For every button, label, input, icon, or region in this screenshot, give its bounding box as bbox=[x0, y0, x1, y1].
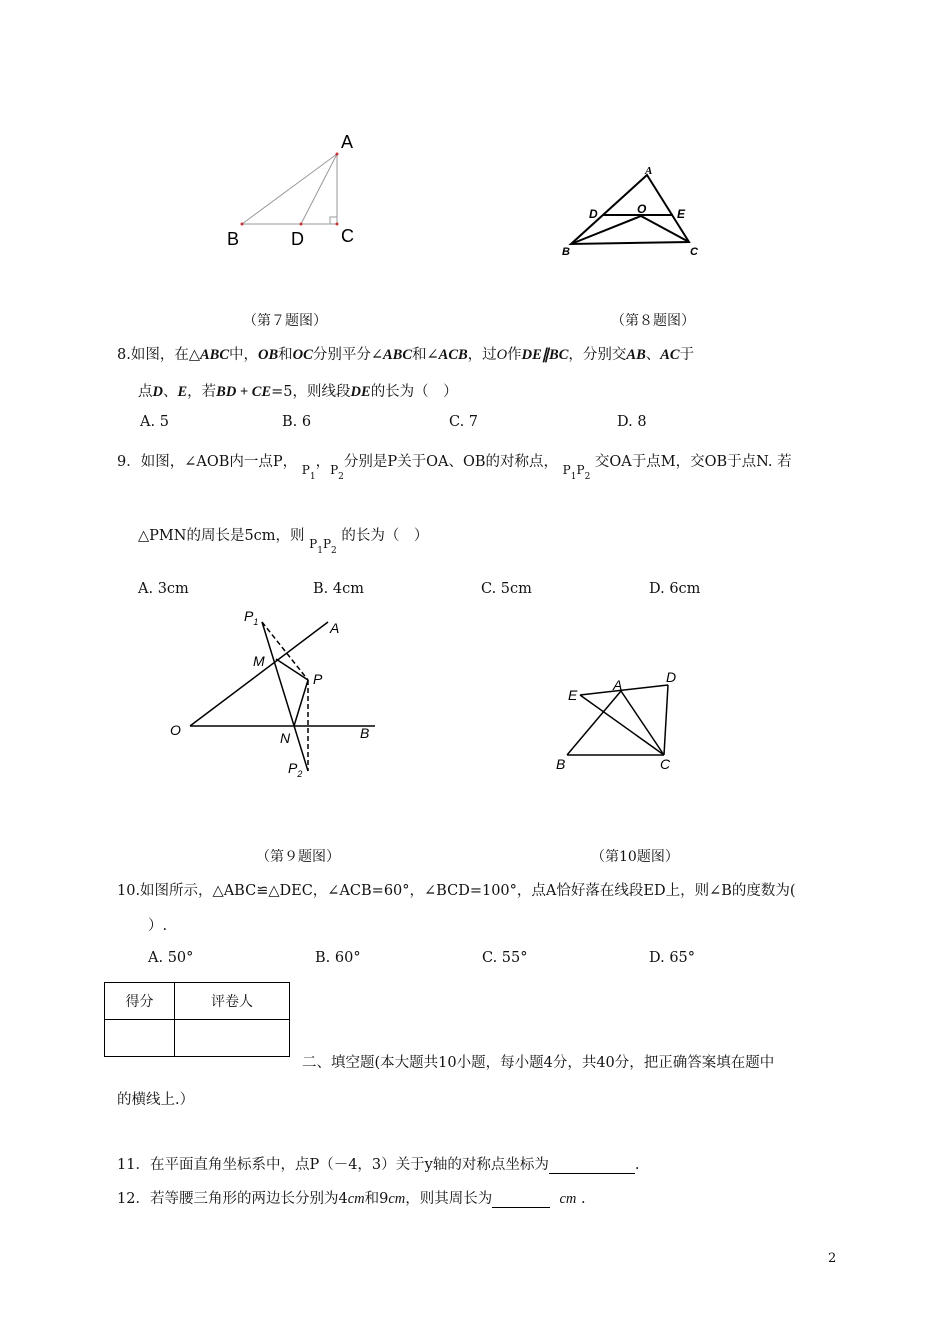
figure-8 bbox=[555, 160, 715, 265]
fig8-label-c: C bbox=[690, 246, 698, 258]
question-9-option-c: C. 5cm bbox=[481, 581, 532, 597]
section-2-heading-line-2: 的横线上.） bbox=[117, 1092, 195, 1108]
question-9-option-a: A. 3cm bbox=[138, 581, 189, 597]
page-number: 2 bbox=[828, 1251, 837, 1266]
question-8-line-2: 点D、E，若BD + CE=5，则线段DE的长为（ ） bbox=[138, 384, 458, 400]
fig10-label-d: D bbox=[666, 669, 677, 685]
question-9-line-1: 9．如图，∠AOB内一点P， $_{P_1}$，$_{P_2}$分别是P关于OA、OB的对称点， $_{P_1P_2}$ 交OA于点M，交OB于点N. 若 bbox=[117, 454, 792, 482]
question-8-line-1: 8.如图，在△ABC中，OB和OC分别平分∠ABC和∠ACB，过O作DE∥BC，分别交AB、AC于 bbox=[117, 347, 695, 363]
fig7-point-b bbox=[241, 223, 244, 226]
question-8-option-d: D. 8 bbox=[617, 414, 647, 430]
fig9-segment-p1p2 bbox=[262, 622, 308, 771]
grader-cell bbox=[175, 1020, 290, 1057]
fig7-side-ad bbox=[301, 154, 337, 224]
fig9-label-p1: $P_1$ bbox=[244, 608, 259, 627]
score-table bbox=[104, 982, 290, 1057]
section-2-heading-line-1: 二、填空题(本大题共10小题，每小题4分，共40分，把正确答案填在题中 bbox=[302, 1055, 775, 1071]
question-11-answer-blank[interactable] bbox=[549, 1157, 635, 1174]
fig7-label-a: A bbox=[341, 132, 354, 152]
question-12-answer-blank[interactable] bbox=[492, 1191, 550, 1208]
fig10-label-e: E bbox=[568, 687, 578, 703]
fig9-segment-np bbox=[294, 680, 308, 726]
fig9-caption: （第９题图） bbox=[256, 849, 340, 865]
fig8-label-o: O bbox=[637, 202, 647, 216]
figure-10 bbox=[550, 665, 690, 775]
question-10-option-b: B. 60° bbox=[315, 950, 361, 966]
question-10-line-2: ）. bbox=[148, 918, 168, 934]
question-11: 11．在平面直角坐标系中，点P（－4，3）关于y轴的对称点坐标为 . bbox=[117, 1157, 640, 1173]
fig7-point-d bbox=[300, 223, 303, 226]
fig9-ray-oa bbox=[190, 622, 328, 726]
question-10-option-c: C. 55° bbox=[482, 950, 528, 966]
fig9-label-o: O bbox=[170, 722, 181, 738]
question-10-line-1: 10.如图所示，△ABC≌△DEC，∠ACB=60°，∠BCD=100°，点A恰好落在线段ED上，则∠B的度数为( bbox=[117, 883, 796, 899]
fig8-label-e: E bbox=[677, 207, 686, 221]
fig7-point-c bbox=[336, 223, 339, 226]
question-12: 12．若等腰三角形的两边长分别为4cm和9cm，则其周长为 cm . bbox=[117, 1191, 586, 1207]
fig10-label-c: C bbox=[660, 756, 671, 772]
fig9-dashed-pp1 bbox=[262, 622, 308, 680]
fig9-label-p: P bbox=[313, 671, 323, 687]
fig10-label-b: B bbox=[556, 756, 566, 772]
fig10-segment-ed bbox=[580, 685, 668, 695]
figure-9 bbox=[160, 605, 390, 785]
fig9-segment-mp bbox=[276, 659, 308, 680]
grader-header: 评卷人 bbox=[175, 983, 290, 1020]
fig7-point-a bbox=[336, 153, 339, 156]
question-8-option-a: A. 5 bbox=[140, 414, 169, 430]
fig10-segment-dc bbox=[664, 685, 668, 755]
fig8-label-b: B bbox=[562, 246, 570, 258]
fig8-label-a: A bbox=[645, 165, 653, 177]
fig10-segment-ac bbox=[621, 691, 664, 755]
question-9-option-b: B. 4cm bbox=[313, 581, 364, 597]
fig7-caption: （第７题图） bbox=[243, 313, 327, 329]
fig7-side-ab bbox=[242, 154, 337, 224]
question-10-option-d: D. 65° bbox=[649, 950, 696, 966]
question-8-option-c: C. 7 bbox=[449, 414, 479, 430]
fig8-label-d: D bbox=[589, 207, 598, 221]
figure-7 bbox=[220, 130, 360, 250]
fig9-label-a: A bbox=[330, 620, 340, 636]
fig7-label-c: C bbox=[341, 226, 354, 246]
question-9-option-d: D. 6cm bbox=[649, 581, 701, 597]
fig10-label-a: A bbox=[613, 677, 623, 693]
fig10-caption: （第10题图） bbox=[591, 849, 679, 865]
fig7-label-d: D bbox=[291, 229, 304, 249]
question-8-option-b: B. 6 bbox=[282, 414, 312, 430]
fig9-label-p2: $P_2$ bbox=[288, 760, 303, 779]
fig7-label-b: B bbox=[227, 229, 240, 249]
score-cell bbox=[105, 1020, 175, 1057]
fig8-caption: （第８题图） bbox=[611, 313, 695, 329]
fig8-segment-bo bbox=[571, 216, 641, 244]
fig9-label-m: M bbox=[253, 653, 265, 669]
question-9-line-2: △PMN的周长是5cm，则 $_{P_1P_2}$ 的长为（ ） bbox=[138, 528, 429, 556]
question-10-option-a: A. 50° bbox=[148, 950, 194, 966]
fig9-label-b: B bbox=[360, 725, 370, 741]
score-header: 得分 bbox=[105, 983, 175, 1020]
fig9-label-n: N bbox=[280, 730, 291, 746]
